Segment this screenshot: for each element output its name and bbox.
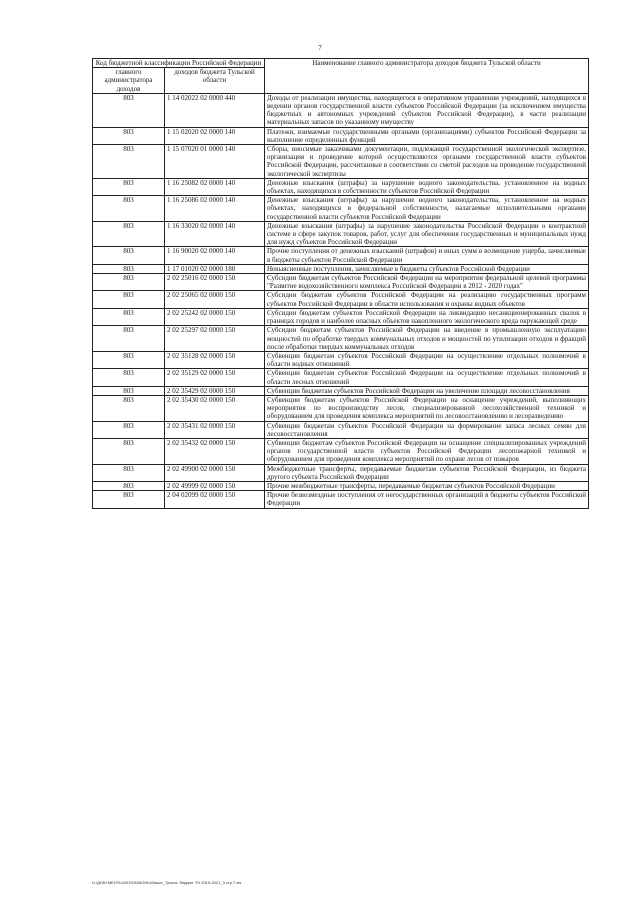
table-row bbox=[93, 491, 589, 508]
table-row bbox=[93, 481, 589, 490]
header-admin-code: главного администратора доходов bbox=[93, 68, 165, 94]
income-code-cell: 1 15 07020 01 0000 140 bbox=[165, 145, 265, 179]
description-cell: Межбюджетные трансферты, передаваемые бюджетам субъектов Российской Федерации, из бюджета другого субъекта Российской Федерации bbox=[265, 464, 589, 481]
income-code-cell: 1 16 25086 02 0000 140 bbox=[165, 196, 265, 222]
income-code-cell: 2 02 35129 02 0000 150 bbox=[165, 369, 265, 386]
description-cell: Платежи, взимаемые государственными органами (организациями) субъектов Российской Федерации за выполнение определенных функций bbox=[265, 127, 589, 144]
table-row bbox=[93, 178, 589, 195]
table-row bbox=[93, 247, 589, 264]
table-row bbox=[93, 274, 589, 291]
income-code-cell: 2 02 25016 02 0000 150 bbox=[165, 274, 265, 291]
income-code-cell: 1 16 25082 02 0000 140 bbox=[165, 178, 265, 195]
description-cell: Доходы от реализации имущества, находящегося в оперативном управлении учреждений, находящихся в ведении органов государственной власти субъектов Российской Федерации (за исключением имущества бюджетных и автономных учреждений субъектов Российской Федерации), в части реализации материальных запасов по указанному имуществу bbox=[265, 93, 589, 127]
income-code-cell: 1 14 02022 02 0000 440 bbox=[165, 93, 265, 127]
admin-code-cell: 803 bbox=[93, 438, 165, 464]
income-code-cell: 2 02 35429 02 0000 150 bbox=[165, 386, 265, 395]
table-row bbox=[93, 196, 589, 222]
description-cell: Денежные взыскания (штрафы) за нарушение водного законодательства, установленное на водных объектах, находящихся в федеральной собственности, налагаемые исполнительными органами государственной власти субъектов Российской Федерации bbox=[265, 196, 589, 222]
table-row bbox=[93, 93, 589, 127]
income-code-cell: 2 02 49900 02 0000 150 bbox=[165, 464, 265, 481]
income-code-cell: 1 17 01020 02 0000 180 bbox=[165, 264, 265, 273]
description-cell: Сборы, вносимые заказчиками документации, подлежащей государственной экологической экспертизе, организация и проведение которой осуществляются органами государственной власти субъектов Российской Федерации, рассчитанные в соответствии со сметой расходов на проведение государственной экологической экспертизы bbox=[265, 145, 589, 179]
admin-code-cell: 803 bbox=[93, 351, 165, 368]
table-row bbox=[93, 127, 589, 144]
table-row bbox=[93, 326, 589, 352]
header-classification-group: Код бюджетной классификации Российской Федерации bbox=[93, 59, 265, 68]
description-cell: Субсидии бюджетам субъектов Российской Федерации на реализацию государственных программ субъектов Российской Федерации в области использования и охраны водных объектов bbox=[265, 291, 589, 308]
table-row bbox=[93, 145, 589, 179]
income-code-cell: 2 04 02099 02 0000 150 bbox=[165, 491, 265, 508]
header-administrator-name: Наименование главного администратора доходов бюджета Тульской области bbox=[265, 59, 589, 94]
description-cell: Субсидии бюджетам субъектов Российской Федерации на введение в промышленную эксплуатацию мощностей по обработке твердых коммунальных отходов и мощностей по утилизации отходов и фракций после обработки твердых коммунальных отходов bbox=[265, 326, 589, 352]
description-cell: Субвенции бюджетам субъектов Российской Федерации на оснащение учреждений, выполняющих мероприятия по воспроизводству лесов, специализированной лесохозяйственной техникой и оборудованием для проведения комплекса мероприятий по лесовосстановлению и лесоразведению bbox=[265, 395, 589, 421]
description-cell: Субвенции бюджетам субъектов Российской Федерации на оснащение специализированных учреждений органов государственной власти субъектов Российской Федерации лесопожарной техникой и оборудованием для проведения комплекса мероприятий по охране лесов от пожаров bbox=[265, 438, 589, 464]
description-cell: Субсидии бюджетам субъектов Российской Федерации на ликвидацию несанкционированных свалок в границах городов и наиболее опасных объектов накопленного экологического вреда окружающей среде bbox=[265, 308, 589, 325]
table-row bbox=[93, 351, 589, 368]
table-row bbox=[93, 421, 589, 438]
admin-code-cell: 803 bbox=[93, 178, 165, 195]
admin-code-cell: 803 bbox=[93, 326, 165, 352]
header-income-code: доходов бюджета Тульской области bbox=[165, 68, 265, 94]
description-cell: Денежные взыскания (штрафы) за нарушение водного законодательства, установленное на водных объектах, находящихся в собственности субъектов Российской Федерации bbox=[265, 178, 589, 195]
income-code-cell: 2 02 25065 02 0000 150 bbox=[165, 291, 265, 308]
admin-code-cell: 803 bbox=[93, 308, 165, 325]
table-body bbox=[93, 93, 589, 508]
income-code-cell: 1 16 33020 02 0000 140 bbox=[165, 221, 265, 247]
income-code-cell: 2 02 25242 02 0000 150 bbox=[165, 308, 265, 325]
admin-code-cell: 803 bbox=[93, 196, 165, 222]
admin-code-cell: 803 bbox=[93, 421, 165, 438]
description-cell: Субсидии бюджетам субъектов Российской Федерации на мероприятия федеральной целевой программы "Развитие водохозяйственного комплекса Российской Федерации в 2012 - 2020 годах" bbox=[265, 274, 589, 291]
file-path-footer: D:\ДОКУМЕНТЫ\2019\ЗАКОНЫ\Закон_Тульск. бюджет ТО 2019-2021_3 стр.7.xls bbox=[92, 880, 242, 885]
income-code-cell: 2 02 25297 02 0000 150 bbox=[165, 326, 265, 352]
description-cell: Субвенции бюджетам субъектов Российской Федерации на увеличение площади лесовосстановления bbox=[265, 386, 589, 395]
admin-code-cell: 803 bbox=[93, 264, 165, 273]
table-header-row bbox=[93, 59, 589, 68]
table-row bbox=[93, 438, 589, 464]
admin-code-cell: 803 bbox=[93, 464, 165, 481]
income-code-cell: 1 15 02020 02 0000 140 bbox=[165, 127, 265, 144]
admin-code-cell: 803 bbox=[93, 127, 165, 144]
admin-code-cell: 803 bbox=[93, 481, 165, 490]
admin-code-cell: 803 bbox=[93, 291, 165, 308]
income-code-cell: 2 02 35128 02 0000 150 bbox=[165, 351, 265, 368]
description-cell: Прочие межбюджетные трансферты, передаваемые бюджетам субъектов Российской Федерации bbox=[265, 481, 589, 490]
description-cell: Невыясненные поступления, зачисляемые в бюджеты субъектов Российской Федерации bbox=[265, 264, 589, 273]
table-row bbox=[93, 395, 589, 421]
table-row bbox=[93, 386, 589, 395]
income-code-cell: 2 02 35431 02 0000 150 bbox=[165, 421, 265, 438]
admin-code-cell: 803 bbox=[93, 395, 165, 421]
table-row bbox=[93, 221, 589, 247]
description-cell: Субвенции бюджетам субъектов Российской Федерации на осуществление отдельных полномочий в области лесных отношений bbox=[265, 369, 589, 386]
table-row bbox=[93, 464, 589, 481]
admin-code-cell: 803 bbox=[93, 221, 165, 247]
description-cell: Субвенции бюджетам субъектов Российской Федерации на осуществление отдельных полномочий в области водных отношений bbox=[265, 351, 589, 368]
admin-code-cell: 803 bbox=[93, 491, 165, 508]
income-code-cell: 1 16 90020 02 0000 140 bbox=[165, 247, 265, 264]
income-code-cell: 2 02 49999 02 0000 150 bbox=[165, 481, 265, 490]
admin-code-cell: 803 bbox=[93, 274, 165, 291]
description-cell: Денежные взыскания (штрафы) за нарушение законодательства Российской Федерации о контрактной системе в сфере закупок товаров, работ, услуг для обеспечения государственных и муниципальных нужд для нужд субъектов Российской Федерации bbox=[265, 221, 589, 247]
admin-code-cell: 803 bbox=[93, 386, 165, 395]
description-cell: Прочие поступления от денежных взысканий (штрафов) и иных сумм в возмещение ущерба, зачисляемые в бюджеты субъектов Российской Федерации bbox=[265, 247, 589, 264]
admin-code-cell: 803 bbox=[93, 93, 165, 127]
admin-code-cell: 803 bbox=[93, 145, 165, 179]
budget-classification-table bbox=[92, 58, 589, 509]
admin-code-cell: 803 bbox=[93, 247, 165, 264]
table-row bbox=[93, 291, 589, 308]
admin-code-cell: 803 bbox=[93, 369, 165, 386]
description-cell: Прочие безвозмездные поступления от негосударственных организаций в бюджеты субъектов Российской Федерации bbox=[265, 491, 589, 508]
table-row bbox=[93, 264, 589, 273]
page-number: 7 bbox=[318, 44, 322, 52]
income-code-cell: 2 02 35430 02 0000 150 bbox=[165, 395, 265, 421]
table-row bbox=[93, 308, 589, 325]
income-code-cell: 2 02 35432 02 0000 150 bbox=[165, 438, 265, 464]
description-cell: Субвенции бюджетам субъектов Российской Федерации на формирование запаса лесных семян для лесовосстановления bbox=[265, 421, 589, 438]
table-row bbox=[93, 369, 589, 386]
